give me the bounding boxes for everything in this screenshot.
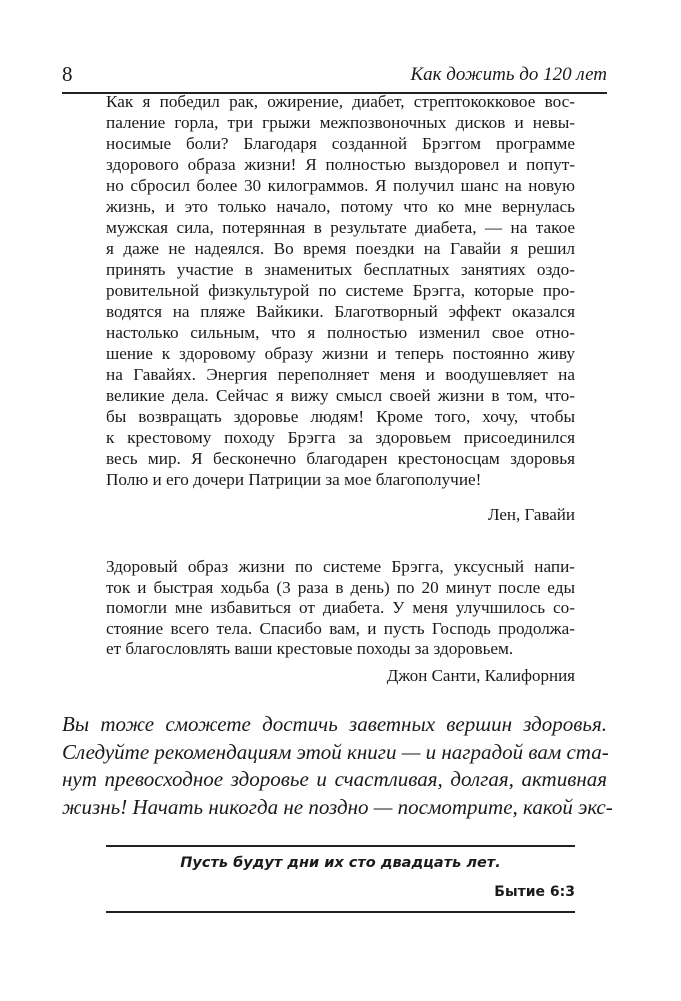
text-line: принять участие в знаменитых бесплатных занятиях оздо-: [106, 260, 575, 279]
text-line: здорового образа жизни! Я полностью выздоровел и попут-: [106, 155, 575, 174]
text-line: весь мир. Я бесконечно благодарен крестоносцам здоровья: [106, 449, 575, 468]
text-line: ток и быстрая ходьба (3 раза в день) по 20 минут после еды: [106, 577, 575, 597]
text-line: великие дела. Сейчас я вижу смысл своей жизни в том, что-: [106, 386, 575, 405]
text-line: водятся на пляже Вайкики. Благотворный эффект оказался: [106, 302, 575, 321]
text-line: шение к здоровому образу жизни и теперь постоянно живу: [106, 344, 575, 363]
running-title: Как дожить до 120 лет: [410, 64, 607, 85]
text-line: Полю и его дочери Патриции за мое благополучие!: [106, 470, 482, 489]
epigraph-quote: Пусть будут дни их сто двадцать лет.: [180, 855, 501, 871]
text-line: бы возвращать здоровье людям! Кроме того, хочу, чтобы: [106, 407, 575, 426]
text-line: Как я победил рак, ожирение, диабет, стрептококковое вос-: [106, 92, 575, 111]
text-line: паление горла, три грыжи межпозвоночных дисков и невы-: [106, 113, 575, 132]
text-line: Вы тоже сможете достичь заветных вершин здоровья.: [62, 712, 607, 736]
text-line: стояние всего тела. Спасибо вам, и пусть Господь продолжа-: [106, 618, 575, 638]
testimonial-1-author: Лен, Гавайи: [487, 505, 575, 524]
text-line: помогли мне избавиться от диабета. У меня улучшилось со-: [106, 598, 575, 618]
testimonial-2-author: Джон Санти, Калифорния: [386, 666, 575, 685]
epigraph-source: Бытие 6:3: [494, 884, 575, 900]
text-line: я даже не надеялся. Во время поездки на Гавайи я решил: [106, 239, 575, 258]
text-line: мужская сила, потерянная в результате диабета, — на такое: [106, 218, 575, 237]
text-line: настолько сильным, что я полностью изменил свое отно-: [106, 323, 575, 342]
italic-paragraph: [62, 711, 613, 821]
text-line: нут превосходное здоровье и счастливая, долгая, активная: [62, 767, 607, 791]
text-line: к крестовому походу Брэгга за здоровьем присоединился: [106, 428, 575, 447]
text-line: Здоровый образ жизни по системе Брэгга, уксусный напи-: [106, 557, 575, 576]
testimonial-1: [106, 91, 575, 490]
epigraph-top-rule: [106, 845, 575, 847]
page-number: 8: [62, 62, 73, 86]
text-line: на Гавайях. Энергия переполняет меня и воодушевляет на: [106, 365, 575, 384]
text-line: ет благословлять ваши крестовые походы за здоровьем.: [106, 639, 514, 659]
epigraph-bottom-rule: [106, 911, 575, 913]
text-line: жизнь, и это только начало, потому что ко мне вернулась: [106, 197, 575, 216]
text-line: но сбросил более 30 килограммов. Я получил шанс на новую: [106, 176, 575, 195]
text-line: Следуйте рекомендациям этой книги — и наградой вам ста-: [62, 739, 609, 764]
text-line: ровительной физкультурой по системе Брэгга, которые про-: [106, 281, 575, 300]
testimonial-2: [106, 557, 575, 660]
text-line: жизнь! Начать никогда не поздно — посмотрите, какой экс-: [62, 794, 613, 819]
text-line: носимые боли? Благодаря созданной Брэггом программе: [106, 134, 575, 153]
